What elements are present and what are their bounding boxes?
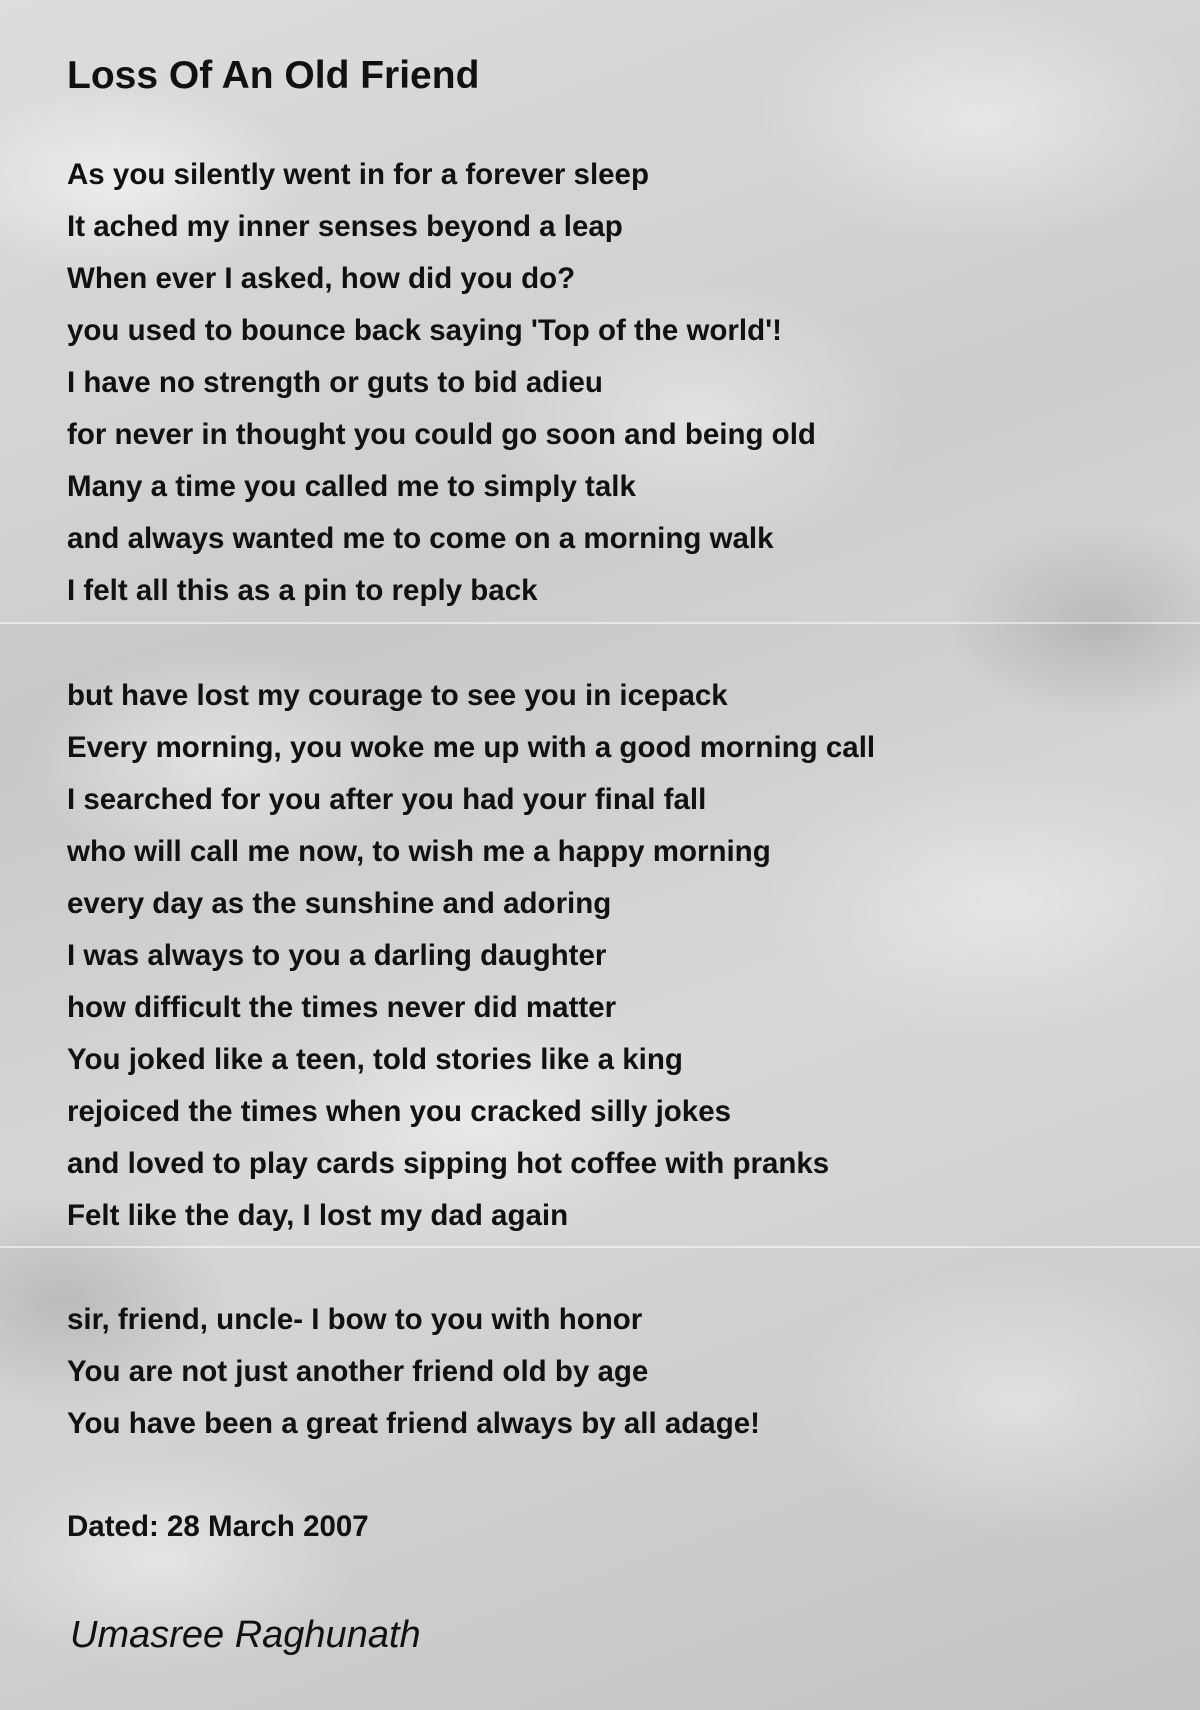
poem-line: rejoiced the times when you cracked silly jokes bbox=[67, 1095, 732, 1128]
poem-line: who will call me now, to wish me a happy morning bbox=[67, 835, 771, 868]
poem-line: You have been a great friend always by all adage! bbox=[67, 1407, 760, 1440]
poem-line: Every morning, you woke me up with a good morning call bbox=[67, 731, 876, 764]
poem-line: and loved to play cards sipping hot coffee with pranks bbox=[67, 1147, 830, 1180]
stanza-2 bbox=[67, 670, 875, 1242]
stanza-3 bbox=[67, 1294, 760, 1450]
poem-line: I felt all this as a pin to reply back bbox=[67, 574, 538, 607]
poem-title: Loss Of An Old Friend bbox=[67, 54, 480, 97]
poem-line: It ached my inner senses beyond a leap bbox=[67, 210, 623, 243]
poem-line: I have no strength or guts to bid adieu bbox=[67, 366, 603, 399]
poem-author: Umasree Raghunath bbox=[70, 1614, 421, 1656]
poem-line: You joked like a teen, told stories like a king bbox=[67, 1043, 683, 1076]
band-divider-2 bbox=[0, 1246, 1200, 1248]
poem-line: Felt like the day, I lost my dad again bbox=[67, 1199, 569, 1232]
poem-line: but have lost my courage to see you in icepack bbox=[67, 679, 728, 712]
poem-line: you used to bounce back saying 'Top of the world'! bbox=[67, 314, 782, 347]
band-divider-1 bbox=[0, 622, 1200, 624]
poem-line: As you silently went in for a forever sleep bbox=[67, 158, 649, 191]
poem-line: and always wanted me to come on a morning walk bbox=[67, 522, 774, 555]
stanza-1 bbox=[67, 149, 816, 617]
poem-line: sir, friend, uncle- I bow to you with honor bbox=[67, 1303, 643, 1336]
poem-line: how difficult the times never did matter bbox=[67, 991, 617, 1024]
poem-line: for never in thought you could go soon and being old bbox=[67, 418, 816, 451]
poem-line: I searched for you after you had your final fall bbox=[67, 783, 707, 816]
poem-line: When ever I asked, how did you do? bbox=[67, 262, 576, 295]
poem-date: Dated: 28 March 2007 bbox=[67, 1510, 369, 1543]
poem-line: Many a time you called me to simply talk bbox=[67, 470, 636, 503]
poem-line: every day as the sunshine and adoring bbox=[67, 887, 612, 920]
poem-line: You are not just another friend old by age bbox=[67, 1355, 649, 1388]
poem-line: I was always to you a darling daughter bbox=[67, 939, 607, 972]
